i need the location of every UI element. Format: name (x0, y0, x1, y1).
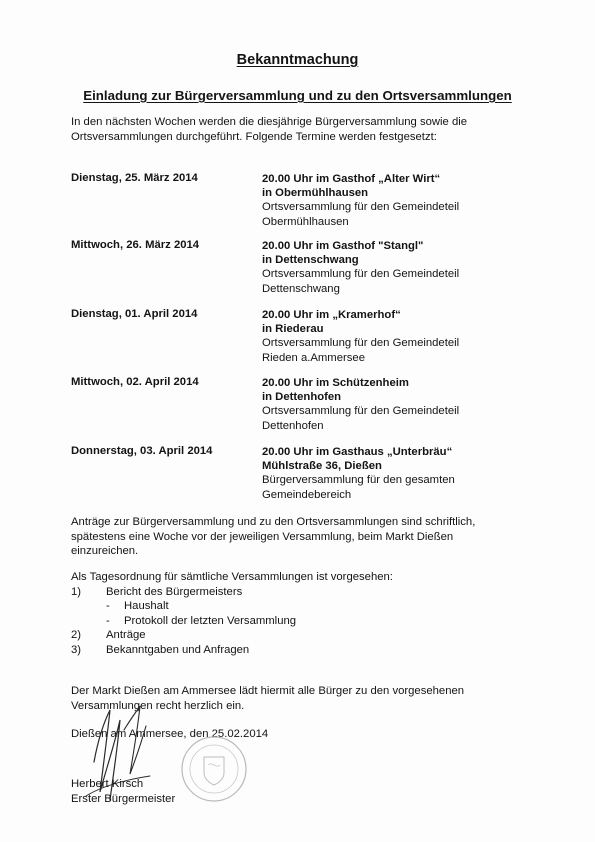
agenda-item (71, 643, 371, 657)
agenda-text: Bekanntgaben und Anfragen (106, 643, 250, 656)
agenda-text: Bericht des Bürgermeisters (106, 586, 243, 598)
event-location: in Obermühlhausen (262, 187, 369, 200)
agenda-number: 2) (71, 629, 82, 642)
requests-line: Anträge zur Bürgerversammlung und zu den Ortsversammlungen sind schriftlich, (71, 516, 476, 528)
event-type: Bürgerversammlung für den gesamten (262, 474, 455, 487)
event-area: Rieden a.Ammersee (262, 351, 365, 364)
event-time-venue: 20.00 Uhr im Gasthof „Alter Wirt“ (262, 173, 441, 185)
event-area: Dettenhofen (262, 419, 324, 432)
event-location: in Dettenhofen (262, 391, 342, 404)
agenda-item (71, 628, 371, 642)
official-seal (180, 735, 248, 803)
event-area: Gemeindebereich (262, 488, 352, 501)
agenda-number: 1) (71, 586, 82, 598)
event-details (262, 172, 459, 229)
agenda-bullet: - (106, 600, 110, 613)
requests-line: spätestens eine Woche vor der jeweiligen Versammlung, beim Markt Dießen (71, 530, 454, 543)
event-type: Ortsversammlung für den Gemeindeteil (262, 337, 460, 350)
event-time-venue: 20.00 Uhr im Gasthof "Stangl" (262, 240, 424, 252)
agenda-bullet: - (106, 614, 110, 627)
event-date: Mittwoch, 26. März 2014 (71, 239, 200, 251)
requests-line: einzureichen. (71, 545, 139, 557)
event-type: Ortsversammlung für den Gemeindeteil (262, 405, 460, 418)
event-details (262, 445, 455, 502)
agenda-number: 3) (71, 643, 82, 656)
event-date: Donnerstag, 03. April 2014 (71, 445, 213, 457)
closing-line: Versammlungen recht herzlich ein. (71, 699, 245, 712)
intro-paragraph (71, 115, 467, 144)
event-location: Mühlstraße 36, Dießen (262, 460, 382, 473)
event-location: in Riederau (262, 323, 324, 336)
event-type: Ortsversammlung für den Gemeindeteil (262, 201, 460, 214)
agenda-text: Anträge (106, 629, 146, 642)
event-time-venue: 20.00 Uhr im Gasthaus „Unterbräu“ (262, 446, 453, 458)
document-subtitle: Einladung zur Bürgerversammlung und zu den Ortsversammlungen (83, 88, 512, 103)
agenda-subtext: Protokoll der letzten Versammlung (124, 614, 297, 627)
agenda-subitem (71, 599, 371, 613)
event-date: Dienstag, 25. März 2014 (71, 172, 198, 184)
event-time-venue: 20.00 Uhr im „Kramerhof“ (262, 309, 401, 321)
event-type: Ortsversammlung für den Gemeindeteil (262, 268, 460, 281)
event-date: Dienstag, 01. April 2014 (71, 308, 198, 320)
signer-block (71, 777, 175, 806)
event-details (262, 308, 459, 365)
event-details (262, 239, 459, 296)
event-area: Dettenschwang (262, 282, 340, 295)
agenda-list (71, 585, 371, 657)
event-details (262, 376, 459, 433)
event-time-venue: 20.00 Uhr im Schützenheim (262, 377, 409, 389)
agenda-item (71, 585, 371, 599)
agenda-subtext: Haushalt (124, 600, 169, 613)
intro-line: In den nächsten Wochen werden die diesjährige Bürgerversammlung sowie die (71, 116, 468, 128)
agenda-intro: Als Tagesordnung für sämtliche Versammlungen ist vorgesehen: (71, 571, 393, 583)
document-title: Bekanntmachung (236, 52, 359, 68)
event-location: in Dettenschwang (262, 254, 359, 267)
closing-line: Der Markt Dießen am Ammersee lädt hiermit alle Bürger zu den vorgesehenen (71, 685, 465, 697)
event-date: Mittwoch, 02. April 2014 (71, 376, 199, 388)
agenda-subitem (71, 614, 371, 628)
requests-paragraph (71, 515, 475, 559)
place-date: Dießen am Ammersee, den 25.02.2014 (71, 728, 269, 740)
event-area: Obermühlhausen (262, 215, 349, 228)
signer-title: Erster Bürgermeister (71, 792, 176, 805)
intro-line: Ortsversammlungen durchgeführt. Folgende Termine werden festgesetzt: (71, 130, 437, 143)
signer-name: Herbert Kirsch (71, 778, 144, 790)
